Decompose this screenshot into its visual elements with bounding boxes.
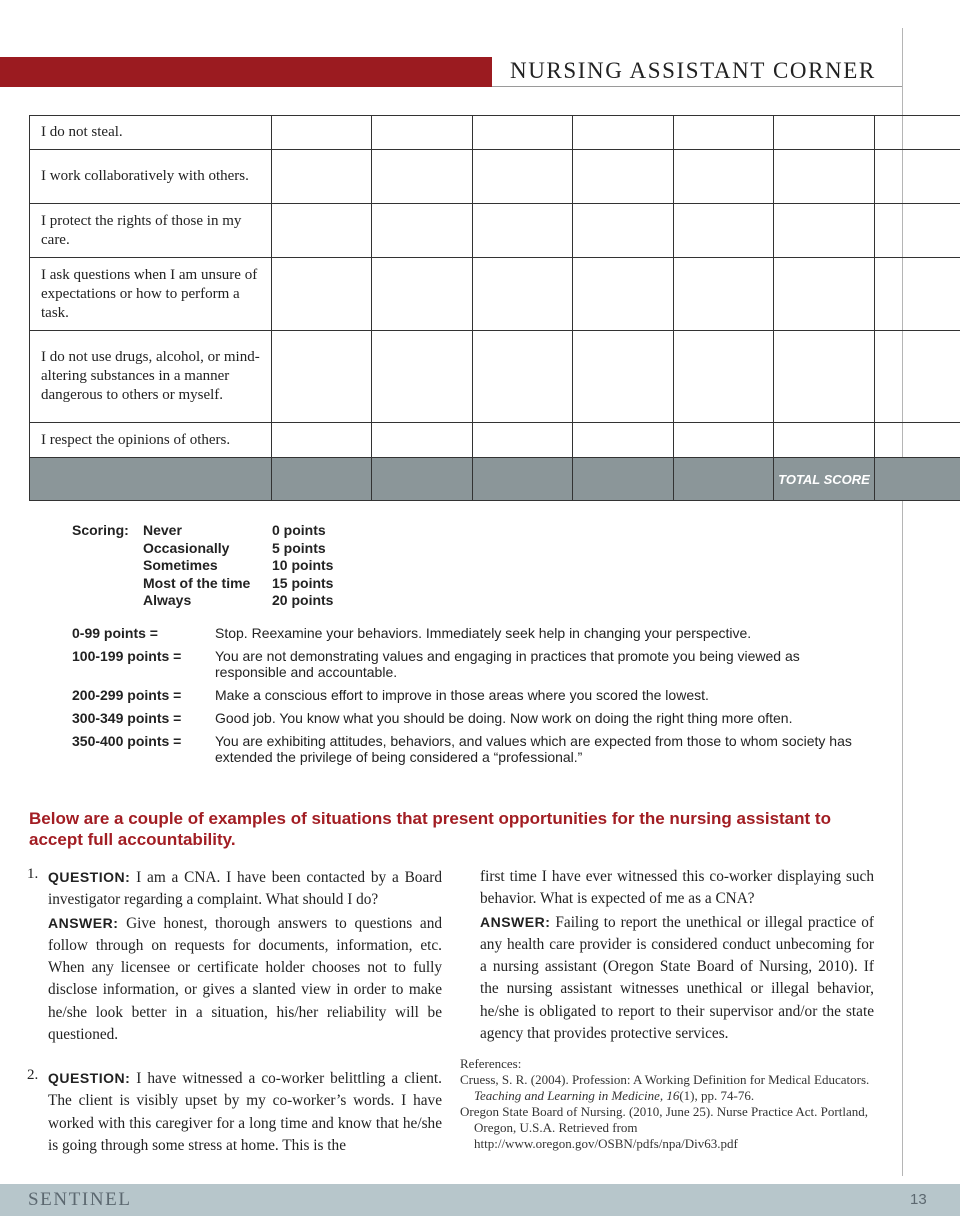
- reference-item: Cruess, S. R. (2004). Profession: A Working Definition for Medical Educators. Teaching and Learning in Medicine, 16(1), pp. 74-76.: [460, 1072, 870, 1103]
- scoring-level: Always: [143, 592, 192, 608]
- range-row: [72, 687, 872, 710]
- examples-heading: Below are a couple of examples of situations that present opportunities for the nursing assistant to accept full accountability.: [29, 809, 831, 849]
- scoring-points: 0 points: [272, 522, 326, 538]
- range-label: 200-299 points =: [72, 687, 182, 703]
- table-row: [30, 116, 960, 150]
- total-cell[interactable]: [372, 458, 473, 501]
- question-2-continued: [480, 866, 874, 1045]
- range-text: You are not demonstrating values and engaging in practices that promote you being viewed as responsible and accountable.: [215, 648, 800, 680]
- score-cell[interactable]: [774, 258, 875, 331]
- question-1-text: I am a CNA. I have been contacted by a Board investigator regarding a complaint. What should I do?: [48, 869, 442, 909]
- table-row: [30, 204, 960, 258]
- question-2-text-continued: first time I have ever witnessed this co-worker displaying such behavior. What is expected of me as a CNA?: [480, 868, 874, 908]
- scoring-level: Most of the time: [143, 574, 251, 591]
- score-cell[interactable]: [573, 116, 674, 150]
- answer-label: ANSWER:: [48, 914, 119, 931]
- total-cell[interactable]: [473, 458, 573, 501]
- total-cell[interactable]: [674, 458, 774, 501]
- total-cell[interactable]: [875, 458, 960, 501]
- score-cell[interactable]: [774, 150, 875, 204]
- question-1-block: [48, 866, 442, 1046]
- score-cell[interactable]: [674, 116, 774, 150]
- range-label: 350-400 points =: [72, 733, 182, 749]
- question-number: 2.: [27, 1067, 39, 1083]
- score-cell[interactable]: [272, 331, 372, 423]
- answer-1-text: Give honest, thorough answers to questions and follow through on requests for documents, information, etc. When any licensee or certificate holder chooses not to fully disclose information, or gives a slanted view in order to make he/she look better in a situation, his/her reliability will be questioned.: [48, 914, 443, 1044]
- question-label: QUESTION:: [48, 869, 131, 885]
- question-2-block: [48, 1067, 442, 1157]
- answer-label: ANSWER:: [480, 913, 551, 930]
- score-cell[interactable]: [272, 116, 372, 150]
- score-cell[interactable]: [473, 258, 573, 331]
- score-cell[interactable]: [573, 331, 674, 423]
- score-cell[interactable]: [473, 116, 573, 150]
- range-text: You are exhibiting attitudes, behaviors, and values which are expected from those to whom society has extended the privilege of being considered a “professional.”: [215, 733, 852, 765]
- score-cell[interactable]: [875, 258, 960, 331]
- range-text: Make a conscious effort to improve in those areas where you scored the lowest.: [215, 687, 709, 703]
- scoring-points: 15 points: [272, 574, 334, 591]
- score-cell[interactable]: [372, 331, 473, 423]
- question-label: QUESTION:: [48, 1070, 131, 1086]
- footer-bar: [0, 1184, 960, 1216]
- score-cell[interactable]: [473, 204, 573, 258]
- section-title: NURSING ASSISTANT CORNER: [510, 58, 876, 83]
- score-cell[interactable]: [674, 258, 774, 331]
- score-cell[interactable]: [372, 116, 473, 150]
- page-number: 13: [910, 1191, 927, 1208]
- scoring-level: Never: [143, 522, 182, 538]
- range-text: Stop. Reexamine your behaviors. Immediately seek help in changing your perspective.: [215, 625, 752, 641]
- header-red-bar: [0, 57, 492, 87]
- score-cell[interactable]: [372, 258, 473, 331]
- score-cell[interactable]: [875, 204, 960, 258]
- score-cell[interactable]: [573, 150, 674, 204]
- score-cell[interactable]: [473, 423, 573, 458]
- publication-name: SENTINEL: [28, 1189, 132, 1210]
- range-row: [72, 648, 872, 687]
- range-label: 0-99 points =: [72, 625, 158, 641]
- score-cell[interactable]: [272, 204, 372, 258]
- answer-2-text: Failing to report the unethical or illegal practice of any health care provider is considered conduct unbecoming for a nursing assistant (Oregon State Board of Nursing, 2010). If the nursing assistant witnesses unethical or illegal behavior, he/she is obligated to report to their supervisor and/or the state agency that provides protective services.: [480, 913, 874, 1043]
- score-cell[interactable]: [573, 258, 674, 331]
- score-cell[interactable]: [774, 204, 875, 258]
- table-row: [30, 423, 960, 458]
- references: [460, 1056, 880, 1152]
- scoring-level: Occasionally: [143, 539, 230, 556]
- score-cell[interactable]: [774, 331, 875, 423]
- total-blank-cell: [30, 458, 272, 501]
- range-row: [72, 733, 872, 772]
- scoring-points: 5 points: [272, 539, 326, 556]
- score-cell[interactable]: [875, 116, 960, 150]
- statement-cell: I protect the rights of those in my care.: [30, 204, 272, 258]
- score-cell[interactable]: [372, 423, 473, 458]
- total-score-label: TOTAL SCORE: [774, 458, 875, 501]
- score-cell[interactable]: [774, 116, 875, 150]
- score-ranges: [72, 625, 872, 772]
- question-2-text: I have witnessed a co-worker belittling a client. The client is visibly upset by my co-worker’s words. I have worked with this caregiver for a long time and know that he/she is going through some stress at home. This is the: [48, 1070, 442, 1154]
- statement-cell: I ask questions when I am unsure of expectations or how to perform a task.: [30, 258, 272, 331]
- statement-cell: I do not steal.: [30, 116, 272, 150]
- scoring-level: Sometimes: [143, 557, 218, 573]
- range-row: [72, 625, 872, 648]
- self-assessment-table: [29, 115, 960, 501]
- statement-cell: I respect the opinions of others.: [30, 423, 272, 458]
- total-cell[interactable]: [272, 458, 372, 501]
- score-cell[interactable]: [875, 331, 960, 423]
- scoring-points: 10 points: [272, 557, 334, 573]
- statement-cell: I do not use drugs, alcohol, or mind-altering substances in a manner dangerous to others or myself.: [30, 331, 272, 423]
- range-text: Good job. You know what you should be doing. Now work on doing the right thing more often.: [215, 710, 793, 726]
- score-cell[interactable]: [573, 204, 674, 258]
- table-row: [30, 150, 960, 204]
- question-number: 1.: [27, 866, 39, 882]
- score-cell[interactable]: [573, 423, 674, 458]
- score-cell[interactable]: [272, 150, 372, 204]
- scoring-key: [72, 522, 333, 610]
- score-cell[interactable]: [774, 423, 875, 458]
- score-cell[interactable]: [372, 150, 473, 204]
- score-cell[interactable]: [674, 331, 774, 423]
- total-score-row: [30, 458, 960, 501]
- references-title: References:: [460, 1056, 522, 1071]
- table-row: [30, 258, 960, 331]
- score-cell[interactable]: [272, 258, 372, 331]
- score-cell[interactable]: [674, 150, 774, 204]
- header-rule: [492, 86, 902, 87]
- score-cell[interactable]: [372, 204, 473, 258]
- total-cell[interactable]: [573, 458, 674, 501]
- scoring-points: 20 points: [272, 592, 334, 608]
- score-cell[interactable]: [473, 331, 573, 423]
- score-cell[interactable]: [674, 423, 774, 458]
- score-cell[interactable]: [674, 204, 774, 258]
- range-label: 100-199 points =: [72, 648, 182, 664]
- range-row: [72, 710, 872, 733]
- range-label: 300-349 points =: [72, 710, 182, 726]
- scoring-label: Scoring:: [72, 522, 129, 538]
- table-row: [30, 331, 960, 423]
- score-cell[interactable]: [473, 150, 573, 204]
- score-cell[interactable]: [272, 423, 372, 458]
- statement-cell: I work collaboratively with others.: [30, 150, 272, 204]
- reference-item: Oregon State Board of Nursing. (2010, June 25). Nurse Practice Act. Portland, Oregon, U.S.A. Retrieved from http://www.oregon.gov/OSBN/pdfs/npa/Div63.pdf: [460, 1104, 868, 1151]
- score-cell[interactable]: [875, 150, 960, 204]
- score-cell[interactable]: [875, 423, 960, 458]
